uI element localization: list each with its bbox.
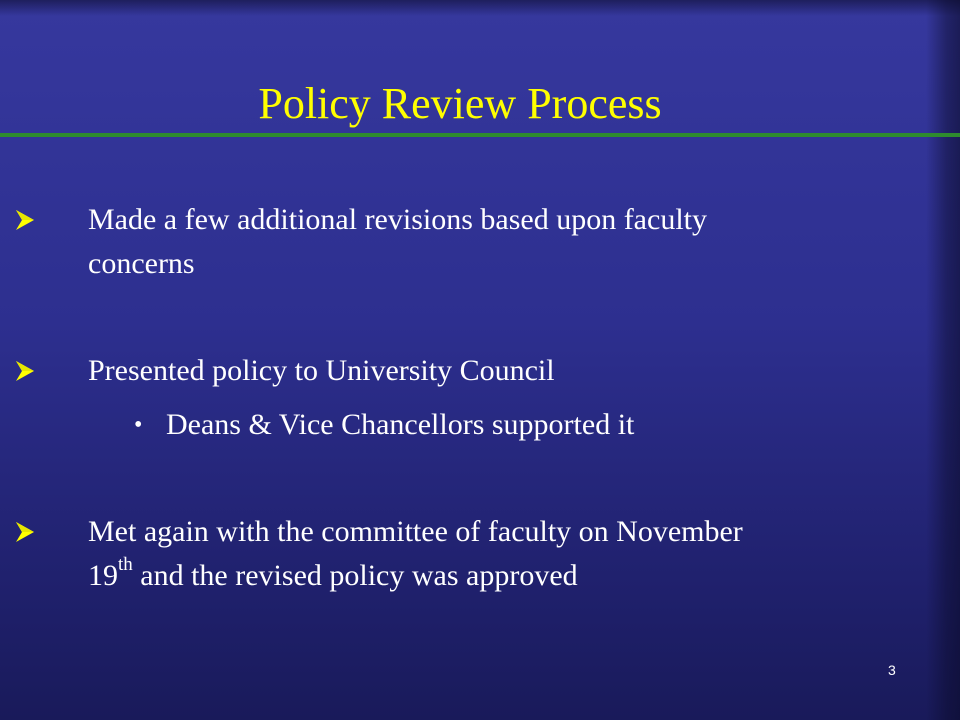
date-number: 19: [88, 559, 118, 592]
dot-bullet-icon: •: [134, 412, 143, 438]
top-shadow: [0, 0, 960, 16]
bullet-line: Met again with the committee of faculty on November: [88, 515, 743, 548]
bullet-line: concerns: [88, 247, 195, 280]
bullet-line-rest: and the revised policy was approved: [132, 559, 578, 592]
bullet-line: Made a few additional revisions based upon faculty: [88, 203, 707, 236]
bullet-text: [88, 510, 908, 598]
page-number: 3: [888, 662, 896, 678]
arrowhead-bullet-icon: [14, 349, 54, 393]
arrowhead-bullet-icon: [14, 510, 54, 554]
bullet-line: Presented policy to University Council: [88, 354, 555, 387]
right-shadow: [926, 0, 960, 720]
bullet-text: [88, 198, 908, 286]
bullet-text: [88, 349, 908, 393]
sub-bullet-text: Deans & Vice Chancellors supported it: [166, 408, 635, 441]
title-divider: [0, 133, 960, 137]
slide-title: Policy Review Process: [258, 79, 662, 128]
arrowhead-bullet-icon: [14, 198, 54, 242]
ordinal-suffix: th: [118, 554, 133, 575]
bullet-line: [88, 554, 908, 598]
